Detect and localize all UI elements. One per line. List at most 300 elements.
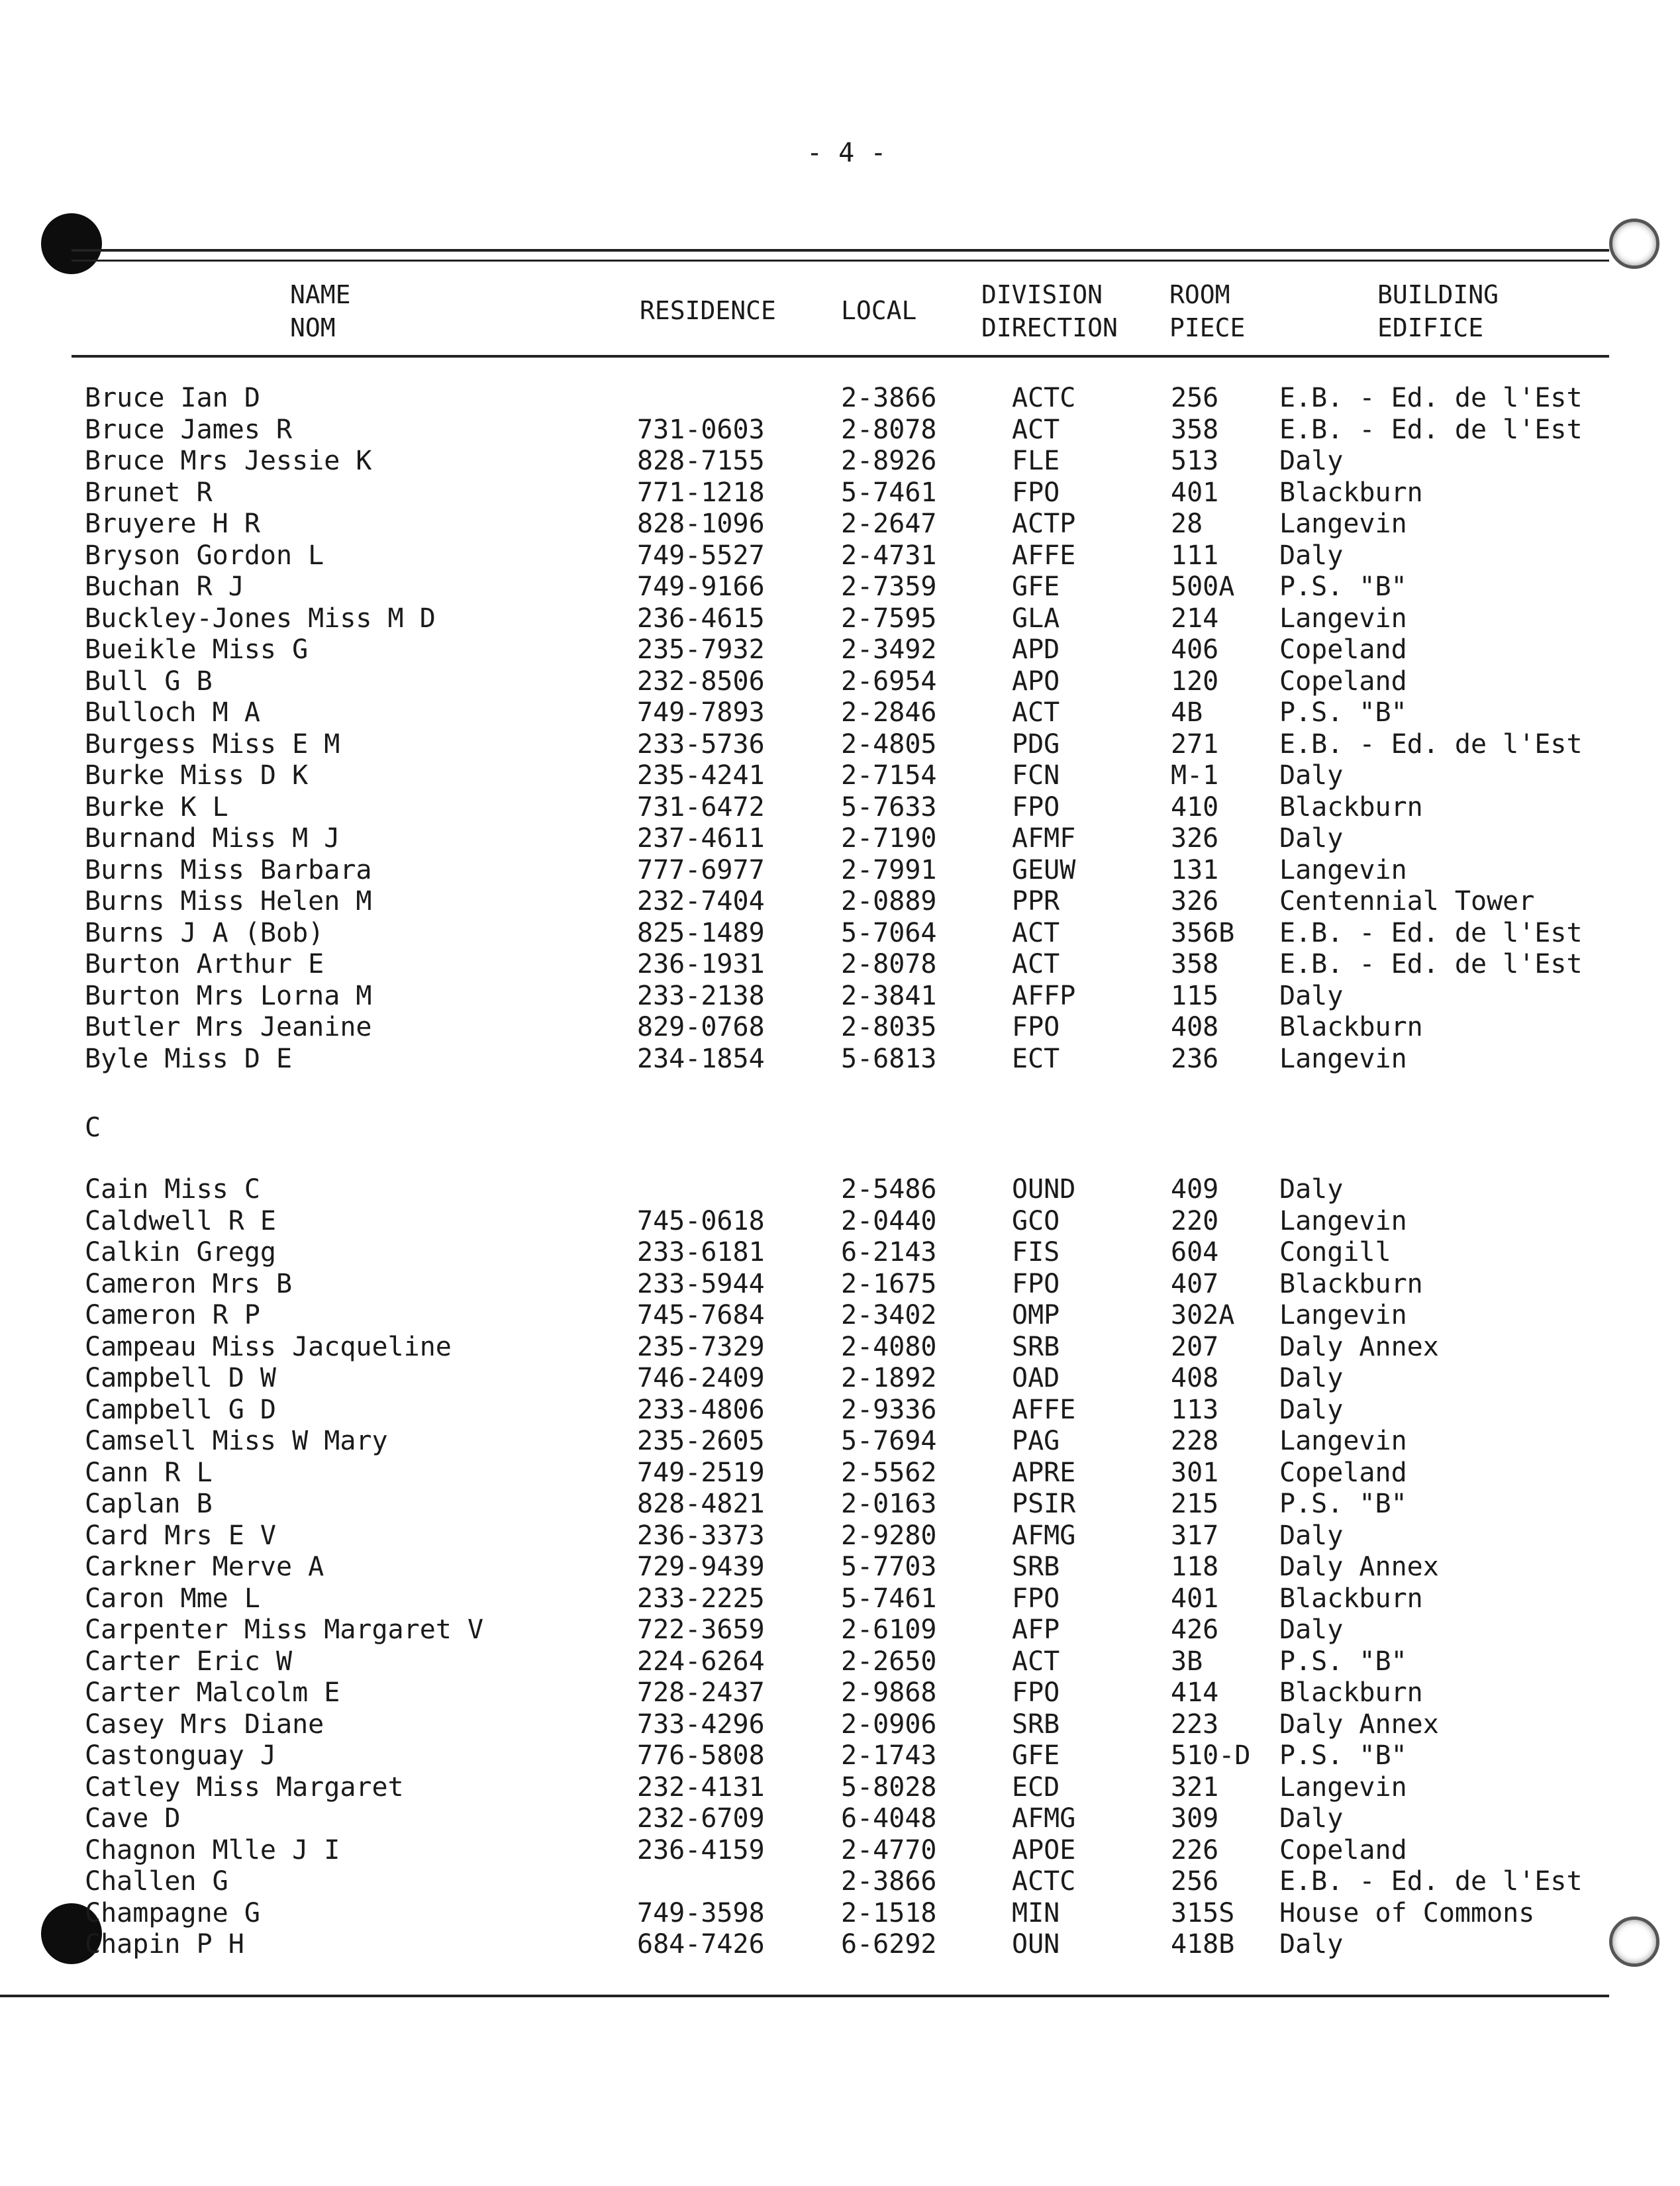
cell-local: 2-2650 [841,1646,937,1677]
directory-row [0,697,1680,728]
cell-room: 236 [1171,1043,1219,1074]
cell-room: 111 [1171,540,1219,571]
directory-row [0,634,1680,666]
cell-name: Campbell D W [85,1363,276,1393]
cell-local: 2-8926 [841,446,937,476]
cell-residence: 776-5808 [637,1740,765,1771]
cell-name: Burke Miss D K [85,760,309,791]
cell-residence: 236-4159 [637,1834,765,1865]
directory-row [0,1929,1680,1960]
cell-room: 223 [1171,1709,1219,1740]
cell-name: Catley Miss Margaret [85,1771,404,1803]
cell-room: 220 [1171,1205,1219,1236]
directory-row [0,446,1680,477]
cell-local: 2-8078 [841,414,937,445]
cell-residence: 749-5527 [637,540,765,571]
cell-room: 408 [1171,1012,1219,1042]
cell-residence: 233-2225 [637,1583,765,1614]
cell-building: Daly [1279,1394,1344,1425]
cell-name: Castonguay J [85,1740,276,1771]
cell-residence: 232-8506 [637,666,765,697]
cell-local: 2-7154 [841,760,937,791]
cell-building: E.B. - Ed. de l'Est [1279,1866,1583,1897]
cell-division: SRB [1012,1331,1060,1362]
cell-division: AFFE [1012,540,1076,571]
cell-room: 120 [1171,666,1219,697]
cell-residence: 749-7893 [637,697,765,728]
header-top-rule [72,249,1609,252]
cell-name: Calkin Gregg [85,1237,276,1267]
cell-division: FPO [1012,477,1060,508]
cell-local: 5-8028 [841,1771,937,1803]
cell-local: 5-7633 [841,791,937,822]
cell-building: P.S. "B" [1279,697,1407,728]
cell-room: 113 [1171,1394,1219,1425]
cell-division: ACT [1012,1646,1060,1677]
page-number: - 4 - [807,138,887,168]
cell-name: Chapin P H [85,1929,244,1960]
cell-local: 2-1892 [841,1363,937,1393]
cell-name: Burns Miss Barbara [85,854,372,885]
cell-local: 2-7595 [841,603,937,634]
cell-local: 5-7064 [841,917,937,948]
cell-residence: 828-1096 [637,509,765,539]
cell-residence: 684-7426 [637,1929,765,1960]
directory-row [0,415,1680,446]
cell-residence: 745-7684 [637,1300,765,1330]
cell-name: Butler Mrs Jeanine [85,1012,372,1042]
cell-name: Burke K L [85,791,228,822]
cell-local: 2-2846 [841,697,937,728]
column-header-local: LOCAL [841,296,917,325]
cell-building: Daly [1279,1363,1344,1393]
cell-building: Copeland [1279,666,1407,697]
cell-room: 510-D [1171,1740,1251,1771]
cell-room: 407 [1171,1268,1219,1299]
cell-name: Casey Mrs Diane [85,1709,324,1740]
cell-local: 2-1675 [841,1268,937,1299]
cell-residence: 235-2605 [637,1426,765,1456]
directory-row [0,1044,1680,1075]
cell-residence: 777-6977 [637,854,765,885]
cell-division: ACT [1012,414,1060,445]
cell-room: 302A [1171,1300,1235,1330]
cell-division: ACT [1012,697,1060,728]
cell-room: 410 [1171,791,1219,822]
cell-building: P.S. "B" [1279,1489,1407,1519]
cell-division: FIS [1012,1237,1060,1267]
cell-local: 2-3866 [841,1866,937,1897]
directory-row [0,981,1680,1012]
cell-room: 321 [1171,1771,1219,1803]
cell-room: 401 [1171,477,1219,508]
cell-name: Bull G B [85,666,213,697]
cell-division: AFFE [1012,1394,1076,1425]
cell-local: 2-0440 [841,1205,937,1236]
column-header-room: ROOM PIECE [1169,280,1246,342]
cell-local: 2-7190 [841,823,937,854]
directory-row [0,1174,1680,1205]
cell-building: Langevin [1279,603,1407,634]
cell-name: Carter Eric W [85,1646,293,1677]
directory-row [0,1269,1680,1300]
directory-row [0,383,1680,414]
cell-room: 28 [1171,509,1203,539]
cell-building: E.B. - Ed. de l'Est [1279,917,1583,948]
cell-division: FLE [1012,446,1060,476]
cell-building: Daly [1279,1174,1344,1205]
footer-rule [0,1995,1609,1997]
directory-row [0,1395,1680,1426]
cell-residence: 232-4131 [637,1771,765,1803]
cell-building: Daly Annex [1279,1709,1439,1740]
cell-residence: 728-2437 [637,1677,765,1708]
cell-name: Bruce Ian D [85,383,260,413]
cell-name: Cann R L [85,1457,213,1488]
cell-name: Challen G [85,1866,228,1897]
cell-building: Daly Annex [1279,1552,1439,1582]
cell-room: 317 [1171,1520,1219,1551]
cell-room: 500A [1171,571,1235,602]
cell-local: 6-2143 [841,1237,937,1267]
cell-name: Carkner Merve A [85,1552,324,1582]
directory-row [0,509,1680,540]
directory-row [0,1332,1680,1363]
cell-building: Blackburn [1279,1268,1423,1299]
directory-row [0,1866,1680,1897]
cell-local: 2-8035 [841,1012,937,1042]
directory-row [0,1520,1680,1552]
cell-local: 2-9280 [841,1520,937,1551]
header-top-rule-2 [72,260,1609,262]
cell-name: Cain Miss C [85,1174,260,1205]
cell-division: AFMG [1012,1803,1076,1834]
cell-building: Langevin [1279,509,1407,539]
directory-row [0,1363,1680,1394]
cell-building: P.S. "B" [1279,1646,1407,1677]
cell-division: PDG [1012,728,1060,760]
directory-row [0,666,1680,697]
cell-room: 207 [1171,1331,1219,1362]
directory-row [0,1552,1680,1583]
directory-row [0,603,1680,634]
cell-division: SRB [1012,1709,1060,1740]
cell-division: OMP [1012,1300,1060,1330]
cell-room: 326 [1171,886,1219,917]
cell-building: Daly [1279,980,1344,1011]
cell-name: Cameron R P [85,1300,260,1330]
cell-local: 2-3492 [841,634,937,665]
cell-residence: 771-1218 [637,477,765,508]
cell-building: Langevin [1279,1426,1407,1456]
directory-row [0,1709,1680,1740]
directory-row [0,1237,1680,1268]
cell-division: AFP [1012,1615,1060,1645]
cell-division: FPO [1012,1012,1060,1042]
cell-local: 2-7359 [841,571,937,602]
cell-building: E.B. - Ed. de l'Est [1279,383,1583,413]
cell-division: GFE [1012,1740,1060,1771]
cell-name: Bruce James R [85,414,293,445]
directory-row [0,477,1680,509]
cell-building: Daly [1279,540,1344,571]
cell-room: 3B [1171,1646,1203,1677]
cell-building: Blackburn [1279,1012,1423,1042]
cell-name: Burton Arthur E [85,949,324,979]
cell-division: ACTC [1012,1866,1076,1897]
cell-room: 131 [1171,854,1219,885]
cell-room: 228 [1171,1426,1219,1456]
cell-name: Camsell Miss W Mary [85,1426,388,1456]
cell-name: Champagne G [85,1897,260,1928]
cell-local: 2-6109 [841,1615,937,1645]
cell-room: 513 [1171,446,1219,476]
directory-row [0,918,1680,949]
column-header-name: NAME NOM [290,280,351,342]
cell-building: Langevin [1279,1300,1407,1330]
cell-building: Daly [1279,446,1344,476]
cell-name: Carpenter Miss Margaret V [85,1615,484,1645]
cell-local: 2-4731 [841,540,937,571]
cell-building: Copeland [1279,1457,1407,1488]
cell-local: 2-6954 [841,666,937,697]
cell-room: 118 [1171,1552,1219,1582]
cell-local: 2-4080 [841,1331,937,1362]
cell-name: Chagnon Mlle J I [85,1834,340,1865]
cell-name: Caldwell R E [85,1205,276,1236]
cell-residence: 731-6472 [637,791,765,822]
cell-residence: 235-7329 [637,1331,765,1362]
cell-division: APOE [1012,1834,1076,1865]
cell-room: 408 [1171,1363,1219,1393]
cell-building: Congill [1279,1237,1391,1267]
cell-division: PAG [1012,1426,1060,1456]
cell-residence: 233-5944 [637,1268,765,1299]
cell-room: 226 [1171,1834,1219,1865]
directory-row [0,949,1680,980]
cell-name: Bulloch M A [85,697,260,728]
directory-row [0,1835,1680,1866]
cell-name: Burns J A (Bob) [85,917,324,948]
cell-residence: 828-4821 [637,1489,765,1519]
cell-residence: 729-9439 [637,1552,765,1582]
directory-row [0,571,1680,603]
cell-division: AFFP [1012,980,1076,1011]
cell-division: FCN [1012,760,1060,791]
cell-building: Blackburn [1279,791,1423,822]
cell-residence: 722-3659 [637,1615,765,1645]
cell-building: Blackburn [1279,1583,1423,1614]
cell-room: 215 [1171,1489,1219,1519]
cell-local: 2-3866 [841,383,937,413]
header-bottom-rule [72,355,1609,358]
cell-room: 401 [1171,1583,1219,1614]
cell-division: FPO [1012,791,1060,822]
cell-division: AFMG [1012,1520,1076,1551]
cell-residence: 236-1931 [637,949,765,979]
cell-room: 604 [1171,1237,1219,1267]
cell-division: GFE [1012,571,1060,602]
cell-division: ACT [1012,949,1060,979]
cell-residence: 745-0618 [637,1205,765,1236]
cell-local: 2-4805 [841,728,937,760]
cell-room: 256 [1171,1866,1219,1897]
cell-building: P.S. "B" [1279,1740,1407,1771]
cell-name: Brunet R [85,477,213,508]
cell-room: 326 [1171,823,1219,854]
cell-room: 358 [1171,414,1219,445]
cell-room: M-1 [1171,760,1219,791]
cell-division: AFMF [1012,823,1076,854]
cell-residence: 236-4615 [637,603,765,634]
cell-building: Daly [1279,1520,1344,1551]
directory-row [0,1206,1680,1237]
cell-division: APD [1012,634,1060,665]
cell-room: 4B [1171,697,1203,728]
cell-division: GEUW [1012,854,1076,885]
cell-division: FPO [1012,1583,1060,1614]
cell-name: Byle Miss D E [85,1043,293,1074]
punch-hole-top-right [1609,219,1659,269]
cell-name: Bruce Mrs Jessie K [85,446,372,476]
cell-building: Langevin [1279,1771,1407,1803]
cell-building: Langevin [1279,854,1407,885]
cell-room: 409 [1171,1174,1219,1205]
cell-name: Carter Malcolm E [85,1677,340,1708]
cell-building: E.B. - Ed. de l'Est [1279,949,1583,979]
cell-residence: 749-3598 [637,1897,765,1928]
directory-row [0,1583,1680,1615]
cell-division: FPO [1012,1677,1060,1708]
cell-residence: 731-0603 [637,414,765,445]
cell-residence: 235-7932 [637,634,765,665]
cell-local: 2-1518 [841,1897,937,1928]
cell-building: Copeland [1279,1834,1407,1865]
cell-division: GCO [1012,1205,1060,1236]
directory-row [0,1740,1680,1771]
cell-residence: 237-4611 [637,823,765,854]
directory-row [0,1677,1680,1709]
cell-building: Langevin [1279,1043,1407,1074]
cell-residence: 829-0768 [637,1012,765,1042]
cell-name: Campeau Miss Jacqueline [85,1331,452,1362]
column-header-building: BUILDING EDIFICE [1377,280,1499,342]
cell-division: ACTP [1012,509,1076,539]
cell-room: 426 [1171,1615,1219,1645]
cell-name: Buchan R J [85,571,244,602]
cell-building: Daly Annex [1279,1331,1439,1362]
cell-local: 2-5486 [841,1174,937,1205]
cell-room: 414 [1171,1677,1219,1708]
cell-residence: 825-1489 [637,917,765,948]
cell-name: Bryson Gordon L [85,540,324,571]
cell-room: 356B [1171,917,1235,948]
cell-building: Blackburn [1279,477,1423,508]
cell-division: APO [1012,666,1060,697]
directory-row [0,1646,1680,1677]
column-header-residence: RESIDENCE [640,296,776,325]
cell-name: Caplan B [85,1489,213,1519]
cell-room: 301 [1171,1457,1219,1488]
directory-row [0,1898,1680,1929]
cell-residence: 749-2519 [637,1457,765,1488]
cell-room: 358 [1171,949,1219,979]
cell-name: Bueikle Miss G [85,634,309,665]
cell-local: 2-2647 [841,509,937,539]
cell-name: Burgess Miss E M [85,728,340,760]
cell-division: OUND [1012,1174,1076,1205]
cell-room: 214 [1171,603,1219,634]
cell-residence: 232-6709 [637,1803,765,1834]
cell-room: 406 [1171,634,1219,665]
cell-name: Cave D [85,1803,181,1834]
cell-division: OUN [1012,1929,1060,1960]
cell-local: 2-1743 [841,1740,937,1771]
cell-division: ACT [1012,917,1060,948]
cell-local: 5-7694 [841,1426,937,1456]
cell-residence: 233-5736 [637,728,765,760]
cell-name: Burns Miss Helen M [85,886,372,917]
cell-room: 256 [1171,383,1219,413]
cell-building: Centennial Tower [1279,886,1535,917]
cell-name: Caron Mme L [85,1583,260,1614]
cell-division: APRE [1012,1457,1076,1488]
cell-local: 2-9336 [841,1394,937,1425]
cell-name: Burton Mrs Lorna M [85,980,372,1011]
cell-division: ECD [1012,1771,1060,1803]
punch-hole-top-left [41,213,102,274]
directory-row [0,1012,1680,1043]
cell-division: PSIR [1012,1489,1076,1519]
cell-division: OAD [1012,1363,1060,1393]
cell-room: 418B [1171,1929,1235,1960]
cell-building: Daly [1279,1615,1344,1645]
directory-row [0,855,1680,886]
section-letter-c: C [85,1113,101,1143]
cell-residence: 749-9166 [637,571,765,602]
cell-building: House of Commons [1279,1897,1535,1928]
cell-local: 2-9868 [841,1677,937,1708]
cell-division: ECT [1012,1043,1060,1074]
cell-division: PPR [1012,886,1060,917]
directory-row [0,540,1680,571]
cell-local: 5-7703 [841,1552,937,1582]
directory-row [0,792,1680,823]
cell-residence: 232-7404 [637,886,765,917]
directory-row [0,1772,1680,1803]
directory-row [0,1615,1680,1646]
cell-building: P.S. "B" [1279,571,1407,602]
directory-row [0,1489,1680,1520]
cell-building: E.B. - Ed. de l'Est [1279,414,1583,445]
cell-local: 5-7461 [841,1583,937,1614]
cell-room: 271 [1171,728,1219,760]
cell-residence: 828-7155 [637,446,765,476]
cell-residence: 746-2409 [637,1363,765,1393]
cell-residence: 235-4241 [637,760,765,791]
cell-local: 2-4770 [841,1834,937,1865]
cell-division: MIN [1012,1897,1060,1928]
cell-room: 309 [1171,1803,1219,1834]
cell-local: 2-8078 [841,949,937,979]
cell-room: 315S [1171,1897,1235,1928]
directory-row [0,886,1680,917]
cell-local: 2-0889 [841,886,937,917]
cell-building: Daly [1279,760,1344,791]
cell-division: ACTC [1012,383,1076,413]
cell-local: 2-7991 [841,854,937,885]
cell-room: 115 [1171,980,1219,1011]
